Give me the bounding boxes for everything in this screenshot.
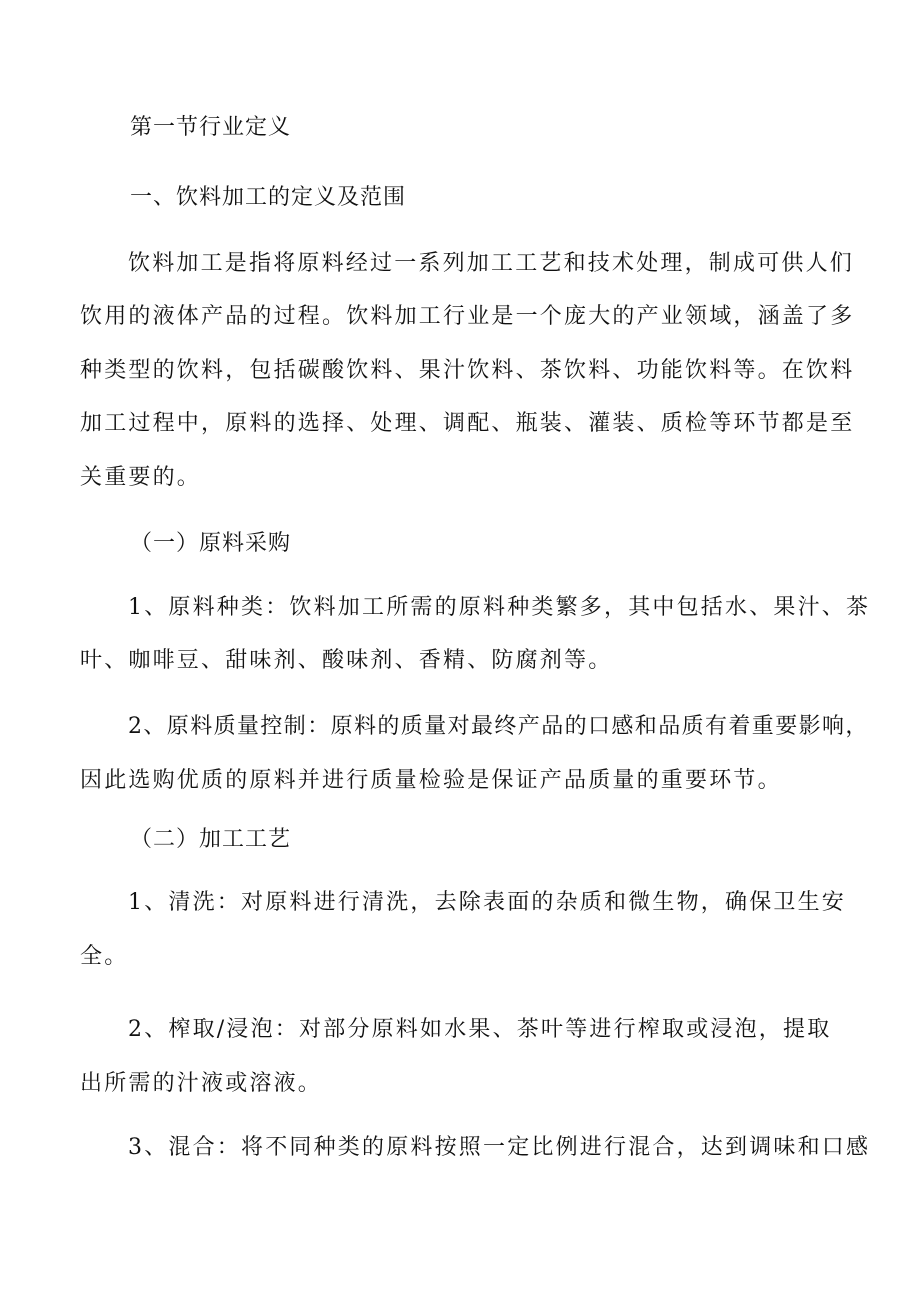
- paragraph-line: 1、原料种类：饮料加工所需的原料种类繁多，其中包括水、果汁、茶: [128, 595, 871, 620]
- paragraph-line: 全。: [80, 944, 129, 969]
- subsection-title: 一、饮料加工的定义及范围: [130, 185, 407, 210]
- paragraph-line: 2、原料质量控制：原料的质量对最终产品的口感和品质有着重要影响，: [128, 714, 869, 739]
- paragraph-line: 种类型的饮料，包括碳酸饮料、果汁饮料、茶饮料、功能饮料等。在饮料: [80, 358, 855, 383]
- paragraph-line: 叶、咖啡豆、甜味剂、酸味剂、香精、防腐剂等。: [80, 648, 613, 673]
- paragraph-line: 2、榨取/浸泡：对部分原料如水果、茶叶等进行榨取或浸泡，提取: [128, 1017, 832, 1042]
- paragraph-line: 出所需的汁液或溶液。: [80, 1071, 323, 1096]
- section-title: 第一节行业定义: [130, 115, 292, 140]
- paragraph-line: 3、混合：将不同种类的原料按照一定比例进行混合，达到调味和口感: [128, 1135, 871, 1160]
- paragraph-line: 因此选购优质的原料并进行质量检验是保证产品质量的重要环节。: [80, 768, 782, 793]
- part-one-title: （一）原料采购: [130, 531, 292, 556]
- paragraph-line: 加工过程中，原料的选择、处理、调配、瓶装、灌装、质检等环节都是至: [80, 411, 855, 436]
- part-two-title: （二）加工工艺: [130, 827, 292, 852]
- paragraph-line: 关重要的。: [80, 465, 202, 490]
- paragraph-line: 饮料加工是指将原料经过一系列加工工艺和技术处理，制成可供人们: [128, 251, 855, 276]
- paragraph-line: 饮用的液体产品的过程。饮料加工行业是一个庞大的产业领域，涵盖了多: [80, 304, 855, 329]
- paragraph-line: 1、清洗：对原料进行清洗，去除表面的杂质和微生物，确保卫生安: [128, 890, 846, 915]
